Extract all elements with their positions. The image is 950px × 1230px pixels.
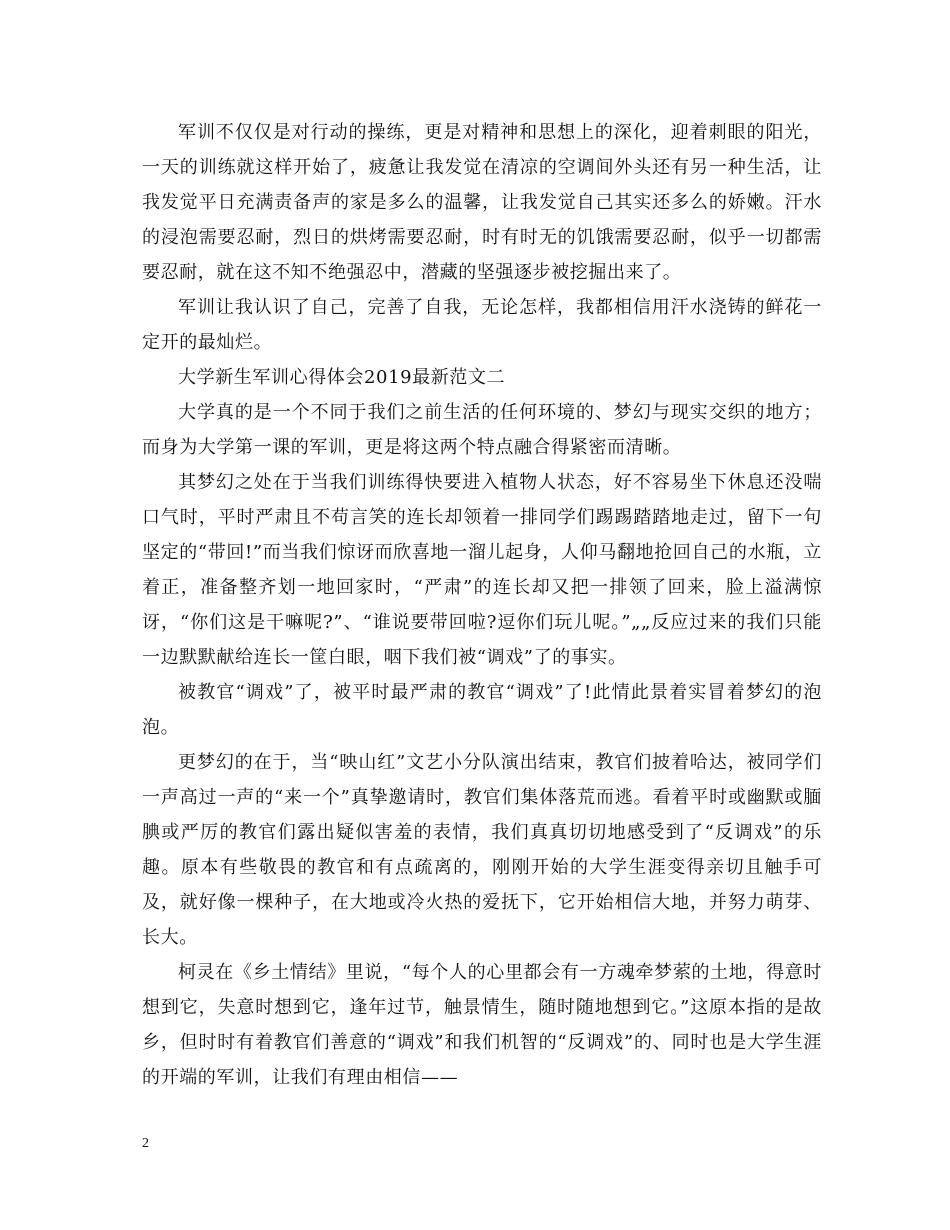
section-heading: 大学新生军训心得体会2019最新范文二 — [178, 367, 506, 388]
paragraph: 被教官“调戏”了，被平时最严肃的教官“调戏”了!此情此景着实冒着梦幻的泡泡。 — [142, 682, 822, 738]
paragraph: 军训不仅仅是对行动的操练，更是对精神和思想上的深化，迎着刺眼的阳光，一天的训练就这样开始了，疲惫让我发觉在清凉的空调间外头还有另一种生活，让我发觉平日充满责备声的家是多么的温馨，让我发觉自己其实还多么的娇嫩。汗水的浸泡需要忍耐，烈日的烘烤需要忍耐，时有时无的饥饿需要忍耐，似乎一切都需要忍耐，就在这不知不绝强忍中，潜藏的坚强逐步被挖掘出来了。 — [142, 122, 822, 283]
page-number: 2 — [142, 1136, 149, 1151]
paragraph: 柯灵在《乡土情结》里说，“每个人的心里都会有一方魂牵梦萦的土地，得意时想到它，失意时想到它，逢年过节，触景情生，随时随地想到它。”这原本指的是故乡，但时时有着教官们善意的“调戏”和我们机智的“反调戏”的、同时也是大学生涯的开端的军训，让我们有理由相信—— — [142, 962, 822, 1088]
body-text — [142, 115, 822, 1095]
paragraph: 其梦幻之处在于当我们训练得快要进入植物人状态，好不容易坐下休息还没喘口气时，平时严肃且不苟言笑的连长却领着一排同学们踢踢踏踏地走过，留下一句坚定的“带回!”而当我们惊讶而欣喜地一溜儿起身，人仰马翻地抢回自己的水瓶，立着正，准备整齐划一地回家时，“严肃”的连长却又把一排领了回来，脸上溢满惊讶，“你们这是干嘛呢?”、“谁说要带回啦?逗你们玩儿呢。”„„反应过来的我们只能一边默默献给连长一筐白眼，咽下我们被“调戏”了的事实。 — [142, 472, 822, 668]
paragraph: 更梦幻的在于，当“映山红”文艺小分队演出结束，教官们披着哈达，被同学们一声高过一声的“来一个”真挚邀请时，教官们集体落荒而逃。看着平时或幽默或腼腆或严厉的教官们露出疑似害羞的表情，我们真真切切地感受到了“反调戏”的乐趣。原本有些敬畏的教官和有点疏离的，刚刚开始的大学生涯变得亲切且触手可及，就好像一棵种子，在大地或冷火热的爱抚下，它开始相信大地，并努力萌芽、长大。 — [142, 752, 822, 948]
paragraph: 大学真的是一个不同于我们之前生活的任何环境的、梦幻与现实交织的地方；而身为大学第一课的军训，更是将这两个特点融合得紧密而清晰。 — [142, 402, 822, 458]
paragraph: 军训让我认识了自己，完善了自我，无论怎样，我都相信用汗水浇铸的鲜花一定开的最灿烂。 — [142, 297, 822, 353]
